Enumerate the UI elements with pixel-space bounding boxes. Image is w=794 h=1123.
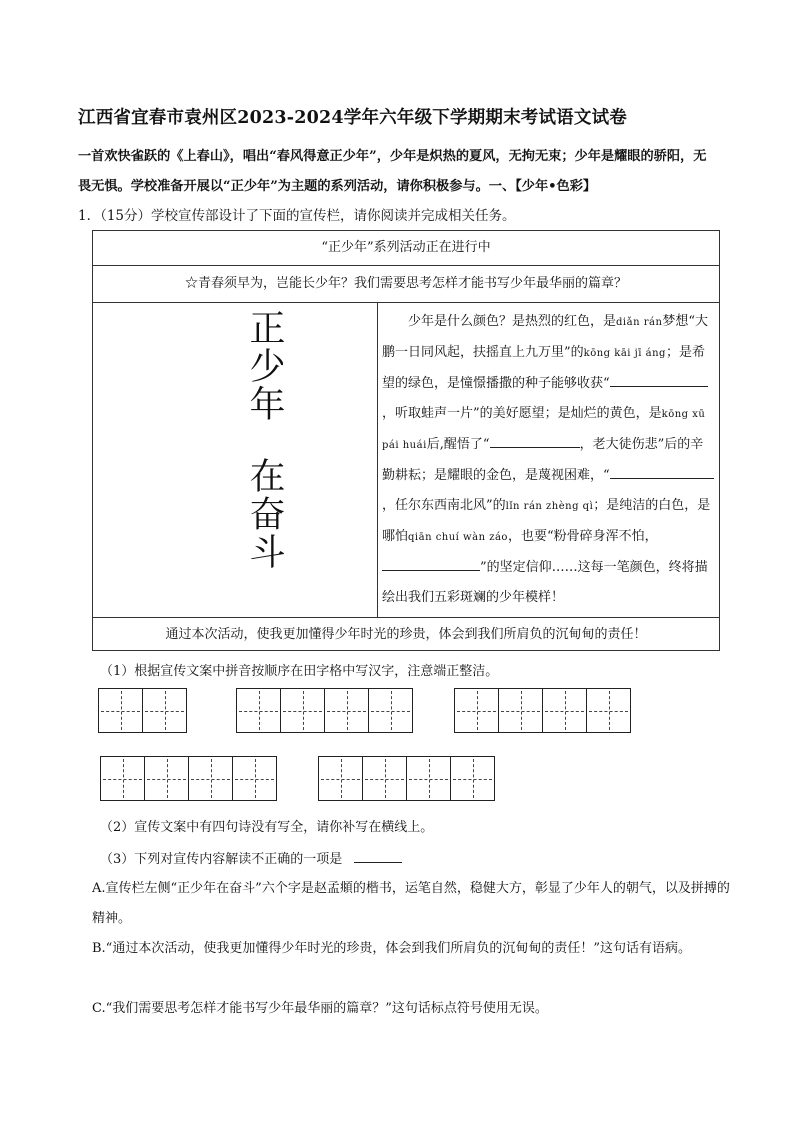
poster-text-4: ，听取蛙声一片”的美好愿望；是灿烂的黄色，是 — [382, 406, 662, 421]
tian-cell[interactable] — [144, 756, 189, 801]
tian-cell[interactable] — [454, 688, 499, 733]
tian-cell[interactable] — [324, 688, 369, 733]
poster-text — [382, 307, 716, 613]
poster-subheader: ☆青春须早为，岂能长少年？我们需要思考怎样才能书写少年最华丽的篇章？ — [93, 266, 719, 303]
pinyin-2: kōng kāi jī áng — [583, 348, 666, 359]
blank-3[interactable] — [610, 464, 714, 479]
tian-cell[interactable] — [98, 688, 143, 733]
pinyin-5: qiān chuí wàn záo — [408, 532, 508, 543]
tian-cell[interactable] — [142, 688, 187, 733]
sub-question-2: （2）宣传文案中有四句诗没有写全，请你补写在横线上。 — [100, 820, 434, 835]
poster-text-5: 后,醒悟了“ — [426, 437, 490, 452]
tian-grid-4[interactable] — [100, 756, 276, 801]
poster-text-1: 少年是什么颜色？是热烈的红色，是 — [408, 314, 617, 329]
tian-cell[interactable] — [362, 756, 407, 801]
poster-text-7: ，任尔东西南北风”的 — [382, 498, 506, 513]
poster-header: “正少年”系列活动正在进行中 — [93, 231, 719, 266]
tian-cell[interactable] — [232, 756, 277, 801]
poster-text-8: ；是纯洁的白色，是哪怕 — [382, 498, 711, 544]
page-title: 江西省宜春市袁州区2023-2024学年六年级下学期期末考试语文试卷 — [78, 108, 627, 128]
option-c: C.“我们需要思考怎样才能书写少年最华丽的篇章？”这句话标点符号使用无误。 — [92, 1001, 548, 1016]
tian-grid-2[interactable] — [236, 688, 412, 733]
poster-board — [92, 230, 720, 651]
intro-paragraph: 一首欢快雀跃的《上春山》，唱出“春风得意正少年”，少年是炽热的夏风，无拘无束；少年是耀眼的骄阳，无畏无惧。学校准备开展以“正少年”为主题的系列活动，请你积极参与。一、【少年•色彩】 — [78, 149, 707, 194]
poster-text-3: ；是希望的绿色，是憧憬播撒的种子能够收获“ — [382, 345, 705, 391]
poster-footer: 通过本次活动，使我更加懂得少年时光的珍贵，体会到我们所肩负的沉甸甸的责任！ — [93, 617, 719, 652]
tian-cell[interactable] — [100, 756, 145, 801]
sub-question-3 — [100, 848, 402, 867]
poster-text-6: ，老大徒伤悲”后的辛勤耕耘；是耀眼的金色，是蔑视困难，“ — [382, 437, 704, 483]
tian-cell[interactable] — [280, 688, 325, 733]
poster-text-10: ”的坚定信仰……这每一笔颜色，终将描绘出我们五彩斑斓的少年模样！ — [382, 560, 708, 605]
sub-question-3-text: （3）下列对宣传内容解读不正确的一项是 — [100, 852, 343, 867]
tian-cell[interactable] — [318, 756, 363, 801]
pinyin-4: lǐn rán zhèng qì — [505, 501, 594, 512]
tian-cell[interactable] — [586, 688, 631, 733]
tian-cell[interactable] — [406, 756, 451, 801]
poster-text-9: ，也要“粉骨碎身浑不怕， — [507, 529, 658, 544]
pinyin-3: kōng xū pái huái — [382, 409, 706, 451]
question-1: 1．（15分）学校宣传部设计了下面的宣传栏，请你阅读并完成相关任务。 — [78, 208, 516, 224]
answer-blank[interactable] — [354, 848, 402, 863]
option-a: A.宣传栏左侧“正少年在奋斗”六个字是赵孟頫的楷书，运笔自然，稳健大方，彰显了少年人的朝气，以及拼搏的精神。 — [92, 881, 730, 926]
tian-cell[interactable] — [236, 688, 281, 733]
poster-text-2: 梦想“大鹏一日同风起，扶摇直上九万里”的 — [382, 314, 709, 360]
tian-grid-5[interactable] — [318, 756, 494, 801]
tian-grid-3[interactable] — [454, 688, 630, 733]
tian-cell[interactable] — [542, 688, 587, 733]
calligraphy-panel — [93, 303, 378, 617]
pinyin-1: diǎn rán — [616, 317, 663, 328]
calligraphy-line-1: 正少年 — [244, 309, 285, 423]
sub-question-1: （1）根据宣传文案中拼音按顺序在田字格中写汉字，注意端正整洁。 — [100, 664, 499, 679]
tian-grid-1[interactable] — [98, 688, 186, 733]
option-b: B.“通过本次活动，使我更加懂得少年时光的珍贵，体会到我们所肩负的沉甸甸的责任！”这句话有语病。 — [92, 941, 691, 956]
tian-cell[interactable] — [368, 688, 413, 733]
tian-cell[interactable] — [498, 688, 543, 733]
blank-2[interactable] — [490, 433, 580, 448]
calligraphy-line-2: 在奋斗 — [244, 457, 285, 571]
blank-1[interactable] — [610, 372, 708, 387]
tian-cell[interactable] — [450, 756, 495, 801]
tian-cell[interactable] — [188, 756, 233, 801]
poster-text-panel — [378, 303, 718, 617]
blank-4[interactable] — [382, 556, 480, 571]
